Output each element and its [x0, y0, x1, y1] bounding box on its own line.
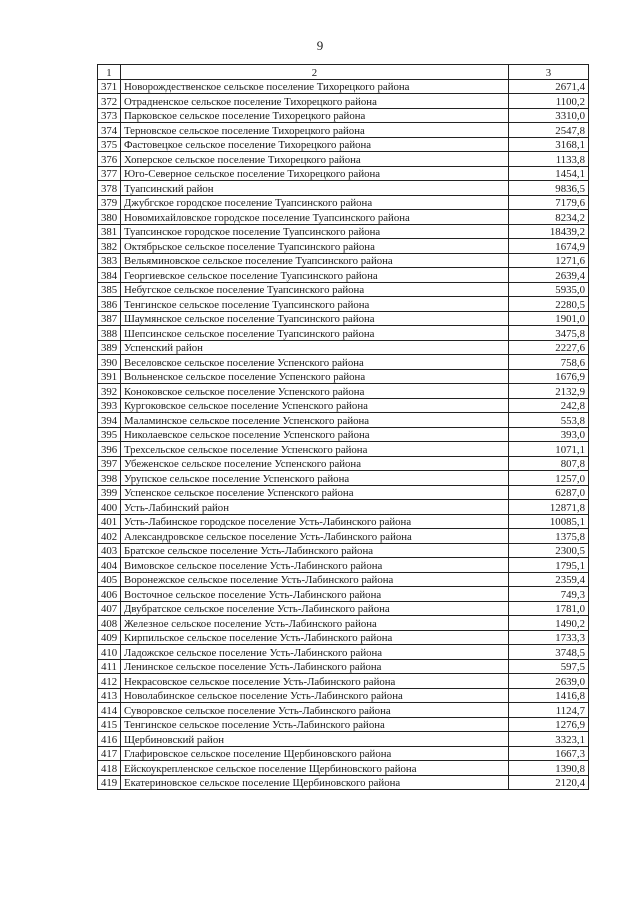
row-value: 3310,0	[509, 108, 589, 123]
row-value: 807,8	[509, 456, 589, 471]
row-value: 10085,1	[509, 514, 589, 529]
table-row	[98, 268, 589, 283]
table-row	[98, 79, 589, 94]
row-number: 375	[98, 137, 121, 152]
row-number: 383	[98, 253, 121, 268]
row-name: Туапсинское городское поселение Туапсинского района	[121, 224, 509, 239]
row-number: 408	[98, 616, 121, 631]
table-row	[98, 166, 589, 181]
table-row	[98, 239, 589, 254]
table-row	[98, 427, 589, 442]
row-value: 3475,8	[509, 326, 589, 341]
row-name: Суворовское сельское поселение Усть-Лабинского района	[121, 703, 509, 718]
row-name: Новомихайловское городское поселение Туапсинского района	[121, 210, 509, 225]
row-name: Железное сельское поселение Усть-Лабинского района	[121, 616, 509, 631]
row-number: 381	[98, 224, 121, 239]
table-row	[98, 587, 589, 602]
table-row	[98, 630, 589, 645]
row-number: 406	[98, 587, 121, 602]
row-value: 2280,5	[509, 297, 589, 312]
row-number: 374	[98, 123, 121, 138]
table-row	[98, 355, 589, 370]
table-row	[98, 471, 589, 486]
row-name: Шаумянское сельское поселение Туапсинского района	[121, 311, 509, 326]
row-value: 1674,9	[509, 239, 589, 254]
row-value: 1375,8	[509, 529, 589, 544]
row-value: 1276,9	[509, 717, 589, 732]
row-value: 18439,2	[509, 224, 589, 239]
row-value: 1490,2	[509, 616, 589, 631]
page-number: 9	[316, 38, 324, 53]
row-number: 413	[98, 688, 121, 703]
row-number: 401	[98, 514, 121, 529]
row-name: Николаевское сельское поселение Успенского района	[121, 427, 509, 442]
row-number: 386	[98, 297, 121, 312]
table-row	[98, 94, 589, 109]
row-name: Ладожское сельское поселение Усть-Лабинского района	[121, 645, 509, 660]
row-number: 372	[98, 94, 121, 109]
row-value: 2300,5	[509, 543, 589, 558]
table-row	[98, 282, 589, 297]
row-number: 410	[98, 645, 121, 660]
row-value: 1133,8	[509, 152, 589, 167]
table-row	[98, 413, 589, 428]
row-number: 402	[98, 529, 121, 544]
column-header-value: 3	[509, 65, 589, 80]
table-row	[98, 398, 589, 413]
row-name: Кургоковское сельское поселение Успенского района	[121, 398, 509, 413]
row-value: 1416,8	[509, 688, 589, 703]
row-name: Новолабинское сельское поселение Усть-Лабинского района	[121, 688, 509, 703]
row-number: 394	[98, 413, 121, 428]
row-name: Екатериновское сельское поселение Щербиновского района	[121, 775, 509, 790]
row-number: 419	[98, 775, 121, 790]
row-number: 395	[98, 427, 121, 442]
row-name: Туапсинский район	[121, 181, 509, 196]
row-value: 1676,9	[509, 369, 589, 384]
table-row	[98, 340, 589, 355]
row-value: 7179,6	[509, 195, 589, 210]
row-number: 398	[98, 471, 121, 486]
row-number: 403	[98, 543, 121, 558]
table-row	[98, 529, 589, 544]
row-value: 2227,6	[509, 340, 589, 355]
row-number: 400	[98, 500, 121, 515]
column-header-name: 2	[121, 65, 509, 80]
row-name: Воронежское сельское поселение Усть-Лабинского района	[121, 572, 509, 587]
table-row	[98, 616, 589, 631]
row-name: Успенский район	[121, 340, 509, 355]
row-name: Вольненское сельское поселение Успенского района	[121, 369, 509, 384]
row-name: Трехсельское сельское поселение Успенского района	[121, 442, 509, 457]
row-value: 1271,6	[509, 253, 589, 268]
row-number: 397	[98, 456, 121, 471]
row-number: 407	[98, 601, 121, 616]
row-name: Убеженское сельское поселение Успенского района	[121, 456, 509, 471]
row-number: 392	[98, 384, 121, 399]
row-name: Кирпильское сельское поселение Усть-Лабинского района	[121, 630, 509, 645]
row-name: Вельяминовское сельское поселение Туапсинского района	[121, 253, 509, 268]
row-name: Джубгское городское поселение Туапсинского района	[121, 195, 509, 210]
table-row	[98, 123, 589, 138]
row-name: Шепсинское сельское поселение Туапсинского района	[121, 326, 509, 341]
table-row	[98, 514, 589, 529]
row-name: Вимовское сельское поселение Усть-Лабинского района	[121, 558, 509, 573]
table-row	[98, 369, 589, 384]
row-value: 758,6	[509, 355, 589, 370]
row-number: 391	[98, 369, 121, 384]
table-row	[98, 297, 589, 312]
table-row	[98, 456, 589, 471]
row-number: 412	[98, 674, 121, 689]
table-row	[98, 717, 589, 732]
row-name: Фастовецкое сельское поселение Тихорецкого района	[121, 137, 509, 152]
row-name: Урупское сельское поселение Успенского района	[121, 471, 509, 486]
row-value: 1100,2	[509, 94, 589, 109]
row-value: 597,5	[509, 659, 589, 674]
row-number: 376	[98, 152, 121, 167]
row-number: 389	[98, 340, 121, 355]
row-value: 2547,8	[509, 123, 589, 138]
row-value: 12871,8	[509, 500, 589, 515]
row-value: 1795,1	[509, 558, 589, 573]
table-row	[98, 775, 589, 790]
row-number: 390	[98, 355, 121, 370]
table-row	[98, 108, 589, 123]
table-row	[98, 485, 589, 500]
row-number: 377	[98, 166, 121, 181]
table-row	[98, 224, 589, 239]
table-row	[98, 253, 589, 268]
row-number: 393	[98, 398, 121, 413]
row-value: 3323,1	[509, 732, 589, 747]
row-value: 1781,0	[509, 601, 589, 616]
table-row	[98, 181, 589, 196]
table-row	[98, 601, 589, 616]
table-row	[98, 746, 589, 761]
row-number: 409	[98, 630, 121, 645]
table-row	[98, 384, 589, 399]
row-value: 3748,5	[509, 645, 589, 660]
row-number: 385	[98, 282, 121, 297]
row-name: Братское сельское поселение Усть-Лабинского района	[121, 543, 509, 558]
row-name: Глафировское сельское поселение Щербиновского района	[121, 746, 509, 761]
row-name: Юго-Северное сельское поселение Тихорецкого района	[121, 166, 509, 181]
table-row	[98, 195, 589, 210]
table-body	[98, 65, 589, 790]
row-value: 2120,4	[509, 775, 589, 790]
row-value: 8234,2	[509, 210, 589, 225]
data-table	[97, 64, 589, 790]
table-row	[98, 543, 589, 558]
row-name: Тенгинское сельское поселение Туапсинского района	[121, 297, 509, 312]
row-number: 405	[98, 572, 121, 587]
row-value: 393,0	[509, 427, 589, 442]
table-row	[98, 703, 589, 718]
row-number: 399	[98, 485, 121, 500]
table-row	[98, 442, 589, 457]
row-number: 388	[98, 326, 121, 341]
row-number: 414	[98, 703, 121, 718]
row-value: 1124,7	[509, 703, 589, 718]
row-name: Георгиевское сельское поселение Туапсинского района	[121, 268, 509, 283]
row-name: Небугское сельское поселение Туапсинского района	[121, 282, 509, 297]
row-number: 373	[98, 108, 121, 123]
row-value: 1071,1	[509, 442, 589, 457]
row-name: Усть-Лабинское городское поселение Усть-Лабинского района	[121, 514, 509, 529]
table-row	[98, 674, 589, 689]
row-number: 384	[98, 268, 121, 283]
row-value: 3168,1	[509, 137, 589, 152]
table-row	[98, 210, 589, 225]
row-value: 1454,1	[509, 166, 589, 181]
row-name: Новорождественское сельское поселение Тихорецкого района	[121, 79, 509, 94]
row-name: Успенское сельское поселение Успенского района	[121, 485, 509, 500]
row-number: 417	[98, 746, 121, 761]
row-name: Маламинское сельское поселение Успенского района	[121, 413, 509, 428]
row-value: 2132,9	[509, 384, 589, 399]
row-value: 5935,0	[509, 282, 589, 297]
row-value: 242,8	[509, 398, 589, 413]
row-name: Хоперское сельское поселение Тихорецкого района	[121, 152, 509, 167]
row-name: Тенгинское сельское поселение Усть-Лабинского района	[121, 717, 509, 732]
table-row	[98, 645, 589, 660]
row-number: 371	[98, 79, 121, 94]
row-value: 6287,0	[509, 485, 589, 500]
row-name: Октябрьское сельское поселение Туапсинского района	[121, 239, 509, 254]
table-row	[98, 152, 589, 167]
row-value: 749,3	[509, 587, 589, 602]
row-name: Некрасовское сельское поселение Усть-Лабинского района	[121, 674, 509, 689]
table-row	[98, 688, 589, 703]
row-number: 411	[98, 659, 121, 674]
row-value: 1733,3	[509, 630, 589, 645]
row-value: 553,8	[509, 413, 589, 428]
table-row	[98, 732, 589, 747]
row-number: 396	[98, 442, 121, 457]
row-number: 416	[98, 732, 121, 747]
row-number: 380	[98, 210, 121, 225]
row-name: Коноковское сельское поселение Успенского района	[121, 384, 509, 399]
row-number: 379	[98, 195, 121, 210]
row-number: 382	[98, 239, 121, 254]
row-value: 2639,4	[509, 268, 589, 283]
table-row	[98, 326, 589, 341]
row-value: 1901,0	[509, 311, 589, 326]
row-name: Восточное сельское поселение Усть-Лабинского района	[121, 587, 509, 602]
row-value: 2671,4	[509, 79, 589, 94]
row-name: Александровское сельское поселение Усть-Лабинского района	[121, 529, 509, 544]
row-number: 415	[98, 717, 121, 732]
row-name: Парковское сельское поселение Тихорецкого района	[121, 108, 509, 123]
row-value: 2359,4	[509, 572, 589, 587]
row-value: 1667,3	[509, 746, 589, 761]
row-value: 1390,8	[509, 761, 589, 776]
row-number: 418	[98, 761, 121, 776]
row-name: Ейскоукрепленское сельское поселение Щербиновского района	[121, 761, 509, 776]
row-value: 2639,0	[509, 674, 589, 689]
row-name: Щербиновский район	[121, 732, 509, 747]
table-row	[98, 761, 589, 776]
table-row	[98, 137, 589, 152]
row-name: Терновское сельское поселение Тихорецкого района	[121, 123, 509, 138]
table-row	[98, 659, 589, 674]
row-value: 1257,0	[509, 471, 589, 486]
header-row	[98, 65, 589, 80]
row-number: 387	[98, 311, 121, 326]
row-name: Отрадненское сельское поселение Тихорецкого района	[121, 94, 509, 109]
row-name: Усть-Лабинский район	[121, 500, 509, 515]
column-header-number: 1	[98, 65, 121, 80]
row-name: Веселовское сельское поселение Успенского района	[121, 355, 509, 370]
row-name: Двубратское сельское поселение Усть-Лабинского района	[121, 601, 509, 616]
table-row	[98, 500, 589, 515]
row-value: 9836,5	[509, 181, 589, 196]
row-number: 378	[98, 181, 121, 196]
row-number: 404	[98, 558, 121, 573]
table-row	[98, 311, 589, 326]
table-row	[98, 572, 589, 587]
table-row	[98, 558, 589, 573]
row-name: Ленинское сельское поселение Усть-Лабинского района	[121, 659, 509, 674]
